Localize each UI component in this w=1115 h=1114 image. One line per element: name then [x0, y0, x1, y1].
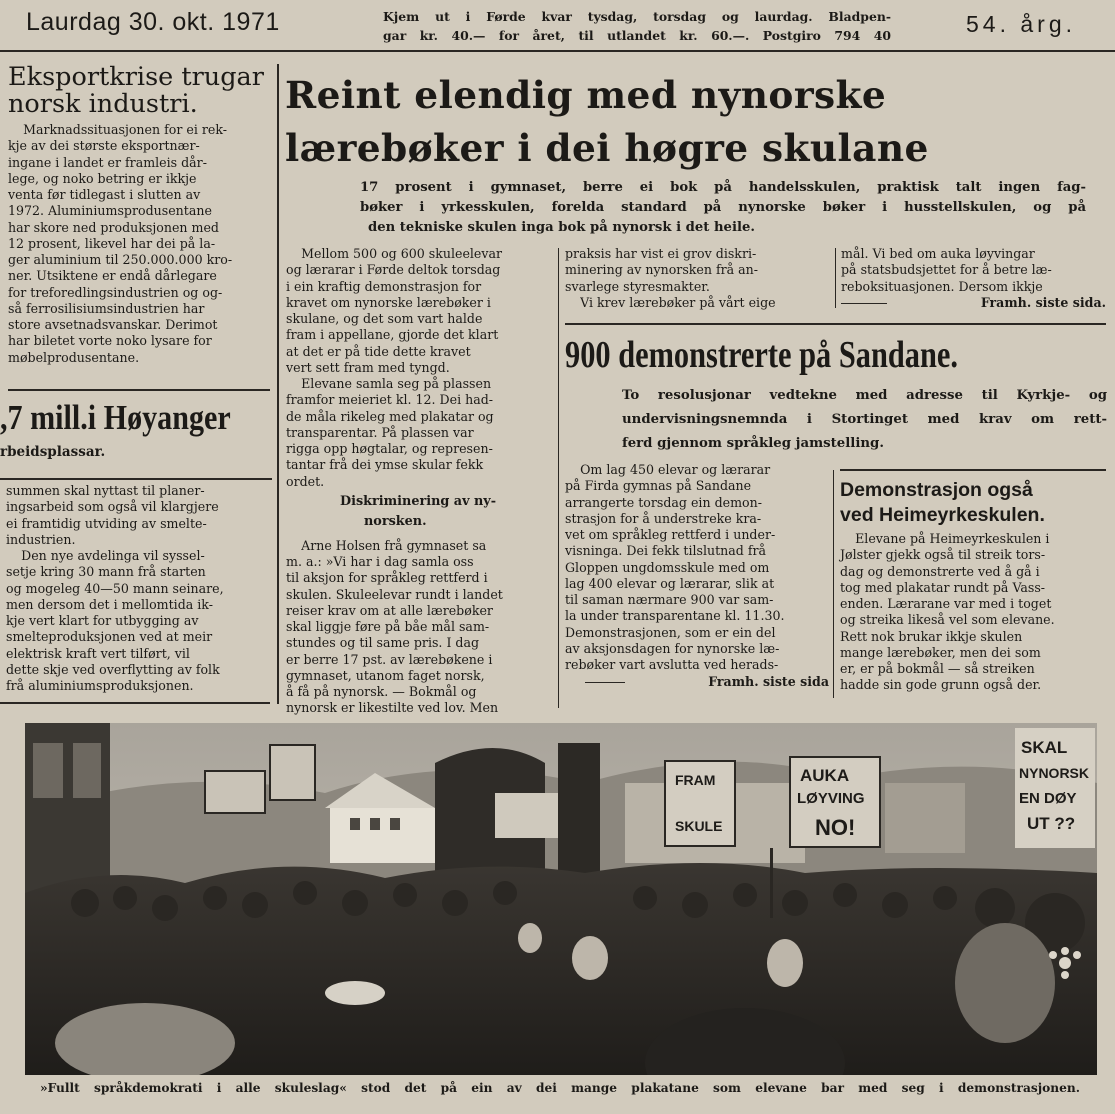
body-line: transparentar. På plassen var [286, 424, 474, 440]
main-column-2 [565, 246, 829, 311]
body-line: i ein kraftig demonstrasjon for [286, 278, 482, 294]
body-line: at det er på tide dette kravet [286, 343, 471, 359]
deck-line: ferd gjennom språkleg jamstelling. [622, 436, 884, 451]
export-headline [8, 64, 270, 118]
body-line: tog med plakatar rundt på Vass- [840, 579, 1046, 595]
main-headline-line: lærebøker i dei høgre skulane [285, 126, 929, 170]
export-headline-line: Eksportkrise trugar [8, 62, 264, 92]
deck-line: bøker i yrkesskulen, forelda standard på nynorske bøker i husstellskulen, og på [360, 200, 1086, 215]
body-line: vet om språkleg rettferd i under- [565, 527, 776, 542]
body-line: og lærarar i Førde deltok torsdag [286, 262, 501, 278]
body-line: å få på nynorsk. — Bokmål og [286, 684, 477, 699]
body-line: stundes og til same pris. I dag [286, 635, 480, 651]
body-line: av aksjonsdagen for nynorske læ- [565, 640, 780, 656]
column-divider [0, 478, 272, 480]
heimeyr-body [840, 531, 1107, 694]
hoyanger-subhead: rbeidsplassar. [0, 444, 106, 460]
masthead-volume: 54. årg. [966, 11, 1076, 37]
hoyanger-body [6, 483, 270, 694]
box-rule [840, 469, 1106, 471]
body-line: er berre 17 pst. av lærebøkene i [286, 651, 493, 667]
sandane-headline: 900 demonstrerte på Sandane. [565, 334, 958, 376]
continued-dash [841, 303, 887, 304]
hoyanger-headline: ,7 mill.i Høyanger [0, 398, 231, 437]
body-line: Jølster gjekk også til streik tors- [840, 547, 1046, 563]
demonstration-photo [25, 723, 1097, 1075]
column-divider [8, 389, 270, 391]
sandane-body [565, 462, 829, 691]
deck-line: den tekniske skulen inga bok på nynorsk i det heile. [368, 220, 755, 235]
body-line: ger aluminium til 250.000.000 kro- [8, 252, 233, 267]
body-line: ingane i landet er framleis dår- [8, 154, 207, 170]
body-line: og mogeleg 40—50 mann seinare, [6, 580, 224, 596]
deck-line: undervisningsnemnda i Stortinget med krav om rett- [622, 412, 1107, 427]
photo-caption: »Fullt språkdemokrati i alle skuleslag« stod det på ein av dei mange plakatane som elevane bar med seg i demonstrasjonen. [40, 1081, 1080, 1095]
body-line: møbelprodusentane. [8, 349, 140, 365]
body-line: summen skal nyttast til planer- [6, 483, 205, 498]
body-line: ingsarbeid som også vil klargjere [6, 499, 219, 515]
placard-fram: FRAM [675, 772, 716, 788]
body-line: reboksituasjonen. Dersom ikkje [841, 278, 1043, 294]
main-continued: Framh. siste sida. [980, 294, 1106, 310]
body-line: rigga opp høgtalar, og represen- [286, 441, 493, 456]
photo-pole [558, 743, 600, 873]
body-line: men dersom det i mellomtida ik- [6, 596, 213, 612]
body-line: ordet. [286, 473, 325, 489]
body-line: har skore ned produksjonen med [8, 219, 219, 235]
main-deck [360, 178, 1086, 238]
body-line: 12 prosent, likevel har dei på la- [8, 235, 216, 251]
masthead-info-line: gar kr. 40.— for året, til utlandet kr. 60.—. Postgiro 794 40 [383, 28, 891, 43]
vertical-divider [558, 248, 559, 708]
sandane-continued: Framh. siste sida [708, 674, 829, 690]
body-line: store avsetnadsvanskar. Derimot [8, 317, 218, 332]
sandane-continued-line [565, 674, 829, 690]
vertical-divider [835, 248, 836, 308]
masthead-date: Laurdag 30. okt. 1971 [26, 8, 280, 36]
body-line: industrien. [6, 531, 76, 547]
body-line: skulen. Skuleelevar rundt i landet [286, 586, 503, 602]
body-line: m. a.: »Vi har i dag samla oss [286, 554, 474, 569]
body-line: Elevane samla seg på plassen [301, 376, 492, 391]
body-line: Demonstrasjonen, som er ein del [565, 624, 776, 640]
body-line: ner. Utsiktene er endå dårlegare [8, 268, 217, 284]
body-line: rebøker vart avslutta ved herads- [565, 657, 779, 672]
masthead-subscription-info [383, 7, 891, 45]
body-line: praksis har vist ei grov diskri- [565, 246, 757, 261]
body-line: tantar frå dei ymse skular fekk [286, 457, 484, 473]
placard-ut: UT ?? [1027, 814, 1076, 833]
body-line: enden. Lærarane var med i toget [840, 596, 1052, 611]
photo-house-right [495, 793, 565, 838]
body-line: smelteproduksjonen ved at meir [6, 629, 213, 645]
placard-nynorsk: NYNORSK [1019, 765, 1090, 781]
body-line: og streika likeså vel som elevane. [840, 612, 1055, 628]
continued-dash [585, 682, 625, 683]
body-line: Vi krev lærebøker på vårt eige [580, 294, 776, 310]
export-body [8, 122, 270, 366]
body-line: fram i appellane, gjorde det klart [286, 327, 499, 343]
body-line: for treforedlingsindustrien og og- [8, 284, 223, 300]
body-line: vert sett fram med tyngd. [286, 359, 450, 375]
body-line: visninga. Dei fekk tilslutnad frå [565, 543, 767, 559]
deck-line: 17 prosent i gymnaset, berre ei bok på handelsskulen, praktisk talt ingen fag- [360, 180, 1086, 195]
body-line: 1972. Aluminiumsprodusentane [8, 203, 212, 219]
body-line: de måla rikeleg med plakatar og [286, 408, 494, 424]
body-line: dag og demonstrerte ved å gå i [840, 563, 1040, 579]
vertical-divider [833, 470, 834, 698]
body-line: setje kring 30 mann frå starten [6, 564, 206, 580]
body-line: nynorsk er likestilte ved lov. Men [286, 700, 499, 716]
body-line: på Firda gymnas på Sandane [565, 478, 752, 494]
body-line: har biletet vorte noko lysare for [8, 333, 212, 349]
section-rule [565, 323, 1106, 325]
body-line: venta før tidlegast i slutten av [8, 187, 201, 202]
heimeyr-headline-line: ved Heimeyrkeskulen. [840, 504, 1045, 526]
main-continued-line [841, 295, 1106, 311]
subhead-line: Diskriminering av ny- [339, 493, 497, 509]
body-line: minering av nynorsken frå an- [565, 262, 759, 278]
body-line: på statsbudsjettet for å betre læ- [841, 262, 1052, 278]
body-line: lege, og noko betring er ikkje [8, 170, 197, 186]
body-line: Arne Holsen frå gymnaset sa [301, 537, 487, 553]
body-line: Gloppen ungdomsskule med om [565, 559, 770, 575]
placard-loyving: LØYVING [797, 790, 865, 807]
hoyanger-article [0, 398, 272, 460]
body-line: gymnaset, utanom faget norsk, [286, 667, 485, 683]
body-line: Den nye avdelinga vil syssel- [21, 548, 205, 563]
body-line: ei framtidig utviding av smelte- [6, 515, 207, 531]
body-line: kje vert klart for utbygging av [6, 613, 199, 628]
body-line: til aksjon for språkleg rettferd i [286, 570, 488, 586]
body-line: skulane, og det som vart halde [286, 311, 483, 326]
body-line: til saman nærmare 900 var sam- [565, 592, 774, 607]
body-line: Om lag 450 elevar og lærarar [580, 462, 771, 477]
body-line: dette skje ved overflytting av folk [6, 661, 220, 677]
body-line: frå aluminiumsproduksjonen. [6, 678, 194, 693]
body-line: kravet om nynorske lærebøker i [286, 294, 491, 310]
body-line: kje av dei største eksportnær- [8, 138, 200, 154]
body-line: så ferrosilisiumsindustrien har [8, 300, 205, 316]
placard-skal: SKAL [1021, 738, 1068, 757]
export-headline-line: norsk industri. [8, 89, 198, 119]
deck-line: To resolusjonar vedtekne med adresse til Kyrkje- og [622, 388, 1107, 403]
placard-auka: AUKA [800, 766, 850, 785]
main-column-1 [286, 246, 550, 717]
body-line: elektrisk kraft vert tilført, vil [6, 645, 190, 661]
masthead-rule [0, 50, 1115, 52]
body-line: Marknadssituasjonen for ei rek- [23, 122, 227, 137]
body-line: strasjon for å understreke kra- [565, 510, 762, 526]
subhead-line: norsken. [364, 513, 427, 529]
body-line: reiser krav om at alle lærebøker [286, 602, 493, 618]
main-headline-line: Reint elendig med nynorske [285, 73, 887, 117]
export-article [8, 64, 270, 366]
body-line: mål. Vi bed om auka løyvingar [841, 246, 1035, 261]
body-line: framfor meieriet kl. 12. Dei had- [286, 392, 494, 408]
body-line: la under transparentane kl. 11.30. [565, 608, 785, 624]
sandane-deck [622, 384, 1107, 456]
heimeyr-headline-line: Demonstrasjon også [840, 479, 1033, 501]
body-line: skal liggje føre på båe mål sam- [286, 619, 490, 634]
body-line: mange lærebøker, men dei som [840, 644, 1041, 660]
body-line: hadde sin gode grunn også der. [840, 677, 1042, 693]
placard-skule: SKULE [675, 818, 723, 834]
body-line: svarlege styresmakter. [565, 278, 710, 294]
body-line: Elevane på Heimeyrkeskulen i [855, 531, 1050, 546]
body-line: Mellom 500 og 600 skuleelevar [301, 246, 503, 261]
placard-en-doy: EN DØY [1019, 790, 1077, 807]
heimeyr-headline [840, 478, 1108, 528]
main-headline [285, 69, 929, 175]
column-divider [0, 702, 270, 704]
body-line: lag 400 elevar og lærarar, slik at [565, 575, 775, 591]
vertical-divider [277, 64, 279, 704]
photo-illustration [25, 723, 1097, 1075]
body-line: Rett nok brukar ikkje skulen [840, 628, 1023, 644]
body-line: er, er på bokmål — så streiken [840, 661, 1035, 676]
main-subhead [286, 492, 550, 532]
placard-no: NO! [815, 815, 856, 840]
main-column-3 [841, 246, 1106, 311]
masthead-info-line: Kjem ut i Førde kvar tysdag, torsdag og laurdag. Bladpen- [383, 9, 891, 24]
body-line: arrangerte torsdag ein demon- [565, 494, 762, 510]
